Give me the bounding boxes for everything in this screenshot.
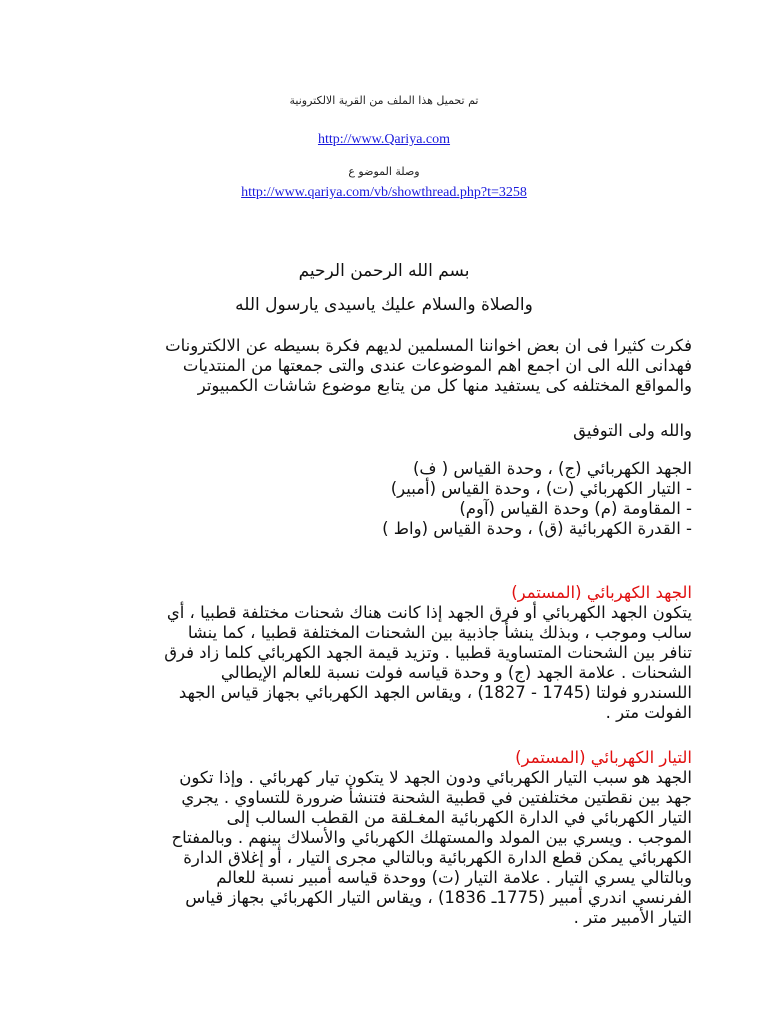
voltage-line: سالب وموجب ، وبذلك ينشأ جاذبية بين الشحنات المختلفة قطبيا ، كما ينشا [187, 623, 692, 642]
units-list-item: - التيار الكهربائي (ت) ، وحدة القياس (أمبير) [390, 479, 692, 498]
current-line: الكهربائي يمكن قطع الدارة الكهربائية وبالتالي مجرى التيار ، أو إغلاق الدارة [183, 848, 692, 867]
current-line: الموجب . ويسري بين المولد والمستهلك الكهربائي والأسلاك بينهم . وبالمفتاح [171, 828, 692, 847]
current-line: جهد بين نقطتين مختلفتين في قطبية الشحنة فتنشأ ضرورة للتساوي . يجري [181, 788, 692, 807]
current-line: الفرنسي اندري أمبير (1775ـ 1836) ، ويقاس التيار الكهربائي بجهاز قياس [185, 888, 692, 907]
closing-line [72, 421, 692, 441]
site-link[interactable]: http://www.Qariya.com [317, 132, 451, 147]
intro-line: فهدانى الله الى ان اجمع اهم الموضوعات عندى والتى جمعتها من المنتديات [182, 356, 692, 375]
units-list-item: - القدرة الكهربائية (ق) ، وحدة القياس (واط ) [382, 519, 692, 538]
voltage-line: الفولت متر . [605, 703, 692, 722]
current-heading: التيار الكهربائي (المستمر) [515, 748, 692, 767]
current-section [72, 748, 692, 928]
voltage-line: تنافر بين الشحنات المتساوية قطبيا . وتزيد قيمة الجهد الكهربائي كلما زاد فرق [164, 643, 692, 662]
download-note: تم تحميل هذا الملف من القرية الالكترونية [289, 94, 479, 107]
current-line: وبالتالي يسري التيار . علامة التيار (ت) ووحدة قياسه أمبير نسبة للعالم [216, 868, 692, 887]
basmala: بسم الله الرحمن الرحيم [298, 261, 470, 281]
intro-line: والمواقع المختلفه كى يستفيد منها كل من يتابع موضوع شاشات الكمبيوتر [197, 376, 692, 395]
units-list [72, 459, 692, 539]
intro-paragraph [72, 336, 692, 396]
current-line: الجهد هو سبب التيار الكهربائي ودون الجهد لا يتكون تيار كهربائي . وإذا تكون [179, 768, 692, 787]
topic-link[interactable]: http://www.qariya.com/vb/showthread.php?t=3258 [241, 185, 527, 200]
voltage-section [72, 583, 692, 723]
intro-line: فكرت كثيرا فى ان بعض اخواننا المسلمين لديهم فكرة بسيطه عن الالكترونات [165, 336, 692, 355]
voltage-line: الشحنات . علامة الجهد (ج) و وحدة قياسه فولت نسبة للعالم الإيطالي [220, 663, 692, 682]
closing-text: والله ولى التوفيق [573, 421, 692, 440]
site-link-wrapper [0, 128, 768, 148]
units-list-item: الجهد الكهربائي (ج) ، وحدة القياس ( ف) [412, 459, 692, 478]
voltage-line: يتكون الجهد الكهربائي أو فرق الجهد إذا كانت هناك شحنات مختلفة قطبيا ، أي [166, 603, 692, 622]
salutation: والصلاة والسلام عليك ياسيدى يارسول الله [235, 295, 533, 315]
topic-label: وصلة الموضو ع [348, 165, 420, 178]
voltage-heading: الجهد الكهربائي (المستمر) [511, 583, 692, 602]
voltage-line: اللسندرو فولتا (1745 - 1827) ، ويقاس الجهد الكهربائي بجهاز قياس الجهد [178, 683, 692, 702]
topic-link-wrapper [0, 181, 768, 201]
current-line: التيار الكهربائي في الدارة الكهربائية المغـلقة من القطب السالب إلى [226, 808, 692, 827]
units-list-item: - المقاومة (م) وحدة القياس (آوم) [459, 499, 692, 518]
current-line: التيار الأمبير متر . [573, 908, 692, 927]
